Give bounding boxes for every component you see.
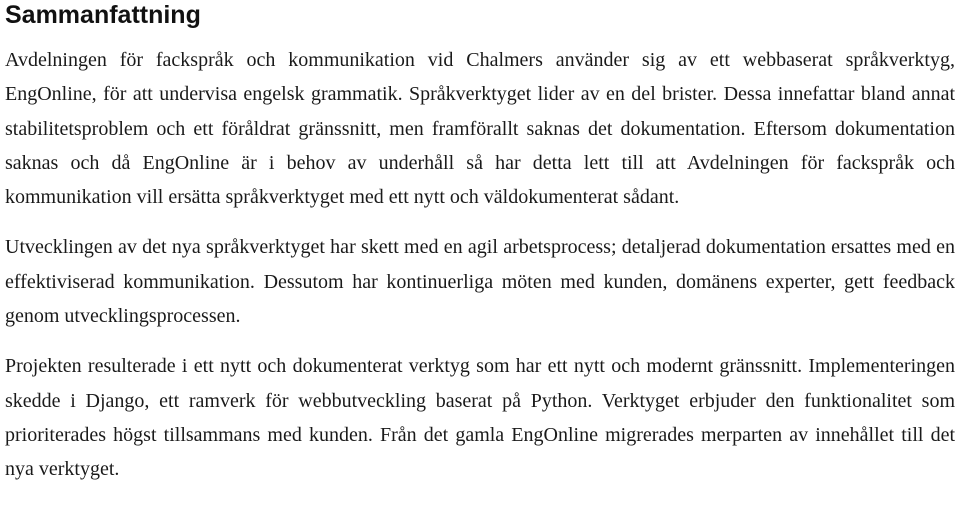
- paragraph-1: Avdelningen för fackspråk och kommunikation vid Chalmers använder sig av ett webbaserat språkverktyg, EngOnline, för att undervisa engelsk grammatik. Språkverktyget lider av en del brister. Dessa innefattar bland annat stabilitetsproblem och ett föråldrat gränssnitt, men framförallt saknas det dokumentation. Eftersom dokumentation saknas och då EngOnline är i behov av underhåll så har detta lett till att Avdelningen för fackspråk och kommunikation vill ersätta språkverktyget med ett nytt och väldokumenterat sådant.: [5, 49, 955, 209]
- document-page: [5, 0, 955, 487]
- paragraph-3: Projekten resulterade i ett nytt och dokumenterat verktyg som har ett nytt och modernt gränssnitt. Implementeringen skedde i Django, ett ramverk för webbutveckling baserat på Python. Verktyget erbjuder den funktionalitet som prioriterades högst tillsammans med kunden. Från det gamla EngOnline migrerades merparten av innehållet till det nya verktyget.: [5, 355, 955, 481]
- paragraph-2: Utvecklingen av det nya språkverktyget har skett med en agil arbetsprocess; detaljerad dokumentation ersattes med en effektiviserad kommunikation. Dessutom har kontinuerliga möten med kunden, domänens experter, gett feedback genom utvecklingsprocessen.: [5, 236, 955, 328]
- section-heading: Sammanfattning: [5, 1, 201, 29]
